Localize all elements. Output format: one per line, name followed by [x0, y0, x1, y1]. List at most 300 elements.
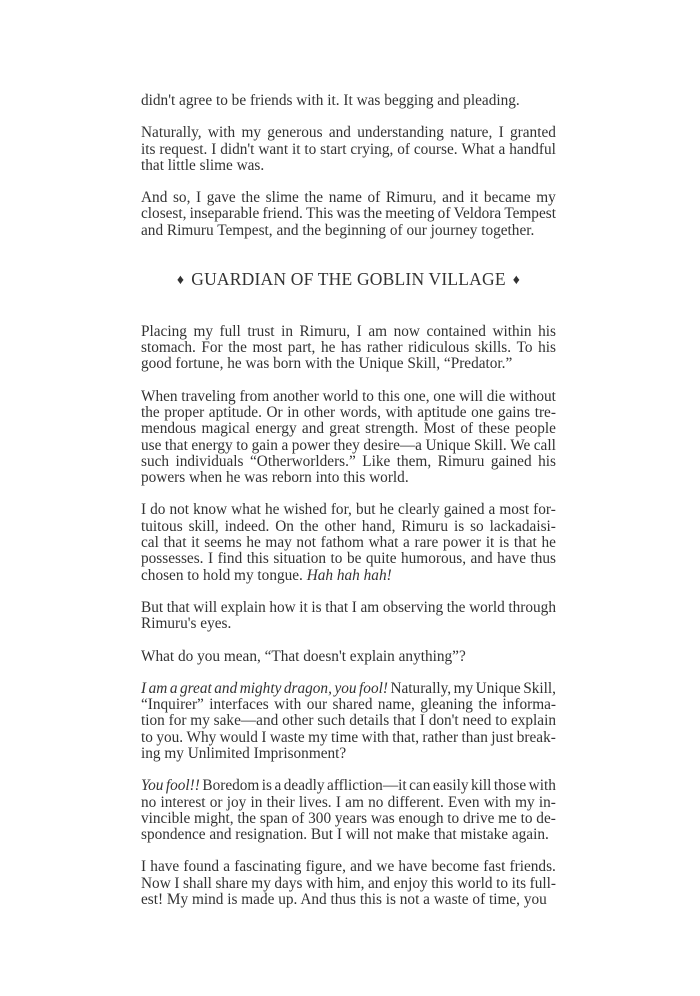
word: I — [351, 598, 357, 616]
word: with — [385, 403, 413, 421]
text-line — [141, 649, 556, 665]
word: Even — [448, 793, 480, 811]
text-line — [141, 600, 556, 616]
word: they — [333, 436, 360, 454]
word: Veldora — [453, 205, 502, 223]
text-line — [141, 454, 556, 470]
word: than — [461, 728, 488, 746]
word: without — [509, 387, 556, 405]
word: vincible — [141, 809, 191, 827]
text-line — [141, 158, 556, 174]
word: his — [538, 452, 556, 470]
word: is — [311, 598, 322, 616]
word: my — [251, 874, 271, 892]
word: my — [308, 728, 328, 746]
word: for — [168, 712, 187, 730]
word: energy — [255, 420, 297, 438]
word: of — [291, 809, 305, 827]
word: its — [141, 140, 156, 158]
text-block-after-heading — [141, 324, 556, 909]
word: granted — [510, 124, 556, 142]
word: tre- — [534, 403, 556, 421]
word: I — [207, 550, 214, 568]
word: found — [183, 858, 220, 876]
word: gained — [490, 452, 532, 470]
text-line — [141, 324, 556, 340]
word: or — [209, 793, 223, 811]
paragraph — [141, 324, 556, 373]
word: crying, — [350, 140, 394, 158]
word: to — [141, 728, 153, 746]
word: mighty — [239, 679, 282, 697]
text-line — [141, 340, 556, 356]
word: break- — [516, 728, 556, 746]
word: hand, — [361, 517, 396, 535]
word: am — [368, 322, 388, 340]
word: to — [496, 874, 509, 892]
word: use — [141, 436, 162, 454]
text-segment: est! My mind is made up. And thus this is not a waste of time, you — [141, 891, 547, 909]
word: with — [274, 696, 302, 714]
word: a — [281, 436, 289, 454]
word: world — [469, 598, 505, 616]
word: name, — [377, 696, 415, 714]
word: rather — [422, 728, 459, 746]
word: just — [491, 728, 514, 746]
word: I — [419, 712, 425, 730]
word: enjoy — [393, 874, 428, 892]
word: years — [334, 809, 368, 827]
word: words, — [339, 403, 381, 421]
word: in — [250, 793, 263, 811]
text-segment: spondence and resignation. But I will not make that mistake again. — [141, 826, 549, 844]
word: this — [377, 387, 400, 405]
word: a — [488, 501, 496, 519]
word: Naturally, — [390, 679, 452, 697]
word: and — [442, 189, 465, 207]
word: deadly — [283, 777, 325, 795]
word: Placing — [141, 322, 187, 340]
word: with — [306, 874, 334, 892]
word: closest, — [141, 205, 187, 223]
paragraph — [141, 93, 556, 109]
paragraph — [141, 389, 556, 487]
word: traveling — [181, 387, 236, 405]
word: from — [239, 387, 270, 405]
word: rare — [414, 534, 439, 552]
word: Boredom — [202, 777, 260, 795]
word: was — [370, 809, 395, 827]
word: the — [478, 696, 498, 714]
paragraph — [141, 681, 556, 762]
text-line — [141, 356, 556, 372]
word: request. — [159, 140, 208, 158]
word: of — [437, 205, 451, 223]
word: to — [520, 809, 533, 827]
word: one — [471, 403, 494, 421]
word: I — [196, 189, 202, 207]
text-segment: that little slime was. — [141, 156, 265, 174]
word: course. — [413, 140, 458, 158]
word: a — [498, 140, 506, 158]
word: what — [231, 501, 261, 519]
word: their — [266, 793, 295, 811]
word: that — [513, 534, 537, 552]
word: ridiculous — [408, 339, 470, 357]
word: world — [456, 874, 493, 892]
word: observing — [382, 598, 444, 616]
word: Rimuru, — [385, 189, 437, 207]
word: he — [379, 501, 394, 519]
word: other — [324, 517, 356, 535]
word: my — [241, 124, 261, 142]
word: tuitous — [141, 517, 183, 535]
word: may — [265, 534, 292, 552]
word: need — [462, 712, 492, 730]
text-line — [141, 470, 556, 486]
word: with — [528, 777, 556, 795]
word: generous — [267, 124, 323, 142]
word: quite — [365, 550, 397, 568]
word: I — [141, 679, 147, 697]
word: full — [219, 322, 241, 340]
text-line — [141, 827, 556, 843]
word: don't — [428, 712, 459, 730]
text-line — [141, 389, 556, 405]
word: with — [361, 728, 389, 746]
word: Skill, — [523, 679, 556, 697]
word: and — [470, 550, 493, 568]
word: in- — [538, 793, 556, 811]
word: was — [336, 205, 361, 223]
word: and — [350, 858, 373, 876]
word: I — [356, 322, 362, 340]
word: mendous — [141, 420, 197, 438]
word: want — [258, 140, 289, 158]
word: joy — [226, 793, 247, 811]
word: is — [261, 777, 272, 795]
word: “Inquirer” — [141, 696, 204, 714]
word: different. — [387, 793, 444, 811]
word: one — [433, 387, 456, 405]
word: that — [164, 436, 188, 454]
word: in — [287, 403, 300, 421]
word: it — [191, 534, 200, 552]
word: desire—a — [363, 436, 422, 454]
word: this — [431, 874, 454, 892]
word: fascinating — [234, 858, 302, 876]
word: him, — [336, 874, 365, 892]
word: am — [148, 679, 168, 697]
word: thus — [530, 550, 556, 568]
word: most — [252, 339, 283, 357]
word: magical — [201, 420, 250, 438]
word: strength. — [365, 420, 419, 438]
word: is — [453, 517, 465, 535]
word: Skill. — [474, 436, 507, 454]
word: fathom — [320, 534, 364, 552]
word: you — [334, 679, 357, 697]
word: we — [376, 858, 395, 876]
word: Naturally, — [141, 124, 202, 142]
word: I — [261, 728, 267, 746]
word: for, — [330, 501, 352, 519]
word: details — [349, 712, 390, 730]
word: such — [317, 712, 346, 730]
word: my — [190, 712, 210, 730]
word: kill — [471, 777, 492, 795]
word: For — [201, 339, 223, 357]
word: my — [193, 322, 213, 340]
word: my — [453, 679, 474, 697]
word: explain — [220, 598, 266, 616]
word: me — [498, 809, 517, 827]
word: my — [536, 189, 556, 207]
word: a — [403, 534, 410, 552]
word: how — [269, 598, 296, 616]
word: inseparable — [189, 205, 260, 223]
word: know — [193, 501, 228, 519]
word: share — [215, 874, 248, 892]
word: When — [141, 387, 178, 405]
text-line — [141, 568, 556, 584]
word: a — [274, 777, 282, 795]
word: enough — [398, 809, 444, 827]
word: that — [325, 598, 349, 616]
text-column — [141, 93, 556, 908]
word: become — [431, 858, 480, 876]
word: this — [246, 550, 269, 568]
paragraph — [141, 859, 556, 908]
word: that — [163, 534, 187, 552]
word: through — [508, 598, 556, 616]
text-line — [141, 502, 556, 518]
word: energy — [191, 436, 233, 454]
paragraph — [141, 600, 556, 633]
diamond-ornament-right: ♦ — [512, 273, 521, 289]
word: power — [291, 436, 330, 454]
diamond-ornament-left: ♦ — [176, 273, 185, 289]
word: other — [282, 712, 314, 730]
word: so, — [172, 189, 191, 207]
word: fool! — [359, 679, 388, 697]
word: didn't — [220, 140, 255, 158]
word: die — [486, 387, 506, 405]
text-line — [141, 93, 556, 109]
word: is — [498, 534, 510, 552]
word: wished — [283, 501, 327, 519]
word: lackadaisi- — [489, 517, 556, 535]
word: fool!! — [165, 777, 200, 795]
text-segment: powers when he was reborn into this world. — [141, 469, 409, 487]
text-segment: didn't agree to be friends with it. It was begging and pleading. — [141, 92, 520, 109]
word: fast — [483, 858, 506, 876]
word: contained — [426, 322, 486, 340]
word: 300 — [308, 809, 332, 827]
word: lives. — [298, 793, 332, 811]
text-line — [141, 125, 556, 141]
word: full- — [529, 874, 556, 892]
word: interest — [160, 793, 206, 811]
word: have — [398, 858, 428, 876]
word: have — [497, 550, 526, 568]
text-line — [141, 795, 556, 811]
word: But — [141, 598, 164, 616]
word: in — [281, 322, 293, 340]
word: to — [304, 140, 317, 158]
word: Like — [362, 452, 391, 470]
word: he — [320, 339, 336, 357]
word: no — [368, 793, 384, 811]
word: that, — [392, 728, 420, 746]
text-line — [141, 697, 556, 713]
text-line — [141, 730, 556, 746]
word: interfaces — [209, 696, 269, 714]
word: can — [409, 777, 431, 795]
word: shared — [332, 696, 373, 714]
word: I — [141, 501, 147, 519]
word: my — [515, 793, 535, 811]
word: understanding — [357, 124, 444, 142]
word: explain — [510, 712, 556, 730]
word: people — [515, 420, 556, 438]
word: start — [320, 140, 347, 158]
word: gain — [251, 436, 278, 454]
word: friend. — [262, 205, 303, 223]
word: cal — [141, 534, 159, 552]
word: have — [150, 858, 180, 876]
word: these — [478, 420, 510, 438]
text-line — [141, 778, 556, 794]
word: seems — [204, 534, 242, 552]
word: Why — [186, 728, 217, 746]
word: now — [393, 322, 420, 340]
word: Unique — [425, 436, 471, 454]
word: it — [291, 140, 301, 158]
section-heading — [141, 269, 556, 292]
word: possesses. — [141, 550, 204, 568]
word: Rimuru — [401, 517, 449, 535]
word: “Otherworlders.” — [249, 452, 356, 470]
text-line — [141, 681, 556, 697]
word: Unique — [475, 679, 521, 697]
word: not — [296, 534, 316, 552]
word: I — [174, 874, 180, 892]
word: stomach. — [141, 339, 196, 357]
word: it — [299, 598, 308, 616]
word: gave — [206, 189, 236, 207]
word: I — [211, 140, 217, 158]
word: aptitude — [417, 403, 467, 421]
word: meeting — [385, 205, 435, 223]
word: to — [447, 809, 460, 827]
word: clearly — [398, 501, 440, 519]
word: might, — [194, 809, 234, 827]
word: you. — [156, 728, 184, 746]
word: trust — [247, 322, 275, 340]
text-segment: good fortune, he was born with the Unique Skill, “Predator.” — [141, 355, 513, 373]
text-line — [141, 713, 556, 729]
word: he — [264, 501, 280, 519]
text-line — [141, 892, 556, 908]
word: gained — [443, 501, 485, 519]
word: its — [511, 874, 527, 892]
word: the — [363, 205, 383, 223]
word: will — [193, 598, 218, 616]
word: world — [322, 387, 359, 405]
word: but — [355, 501, 376, 519]
word: am — [345, 793, 364, 811]
word: call — [533, 436, 556, 454]
text-block-before-heading — [141, 93, 556, 239]
word: that — [392, 712, 416, 730]
word: and — [214, 679, 238, 697]
word: for- — [533, 501, 556, 519]
word: the — [241, 189, 260, 207]
word: his — [538, 322, 556, 340]
word: not — [169, 501, 190, 519]
word: informa- — [502, 696, 556, 714]
text-segment: chosen to hold my tongue. — [141, 566, 307, 584]
word: be — [346, 550, 362, 568]
word: I — [498, 124, 504, 142]
word: span — [259, 809, 288, 827]
text-line — [141, 859, 556, 875]
word: am — [360, 598, 380, 616]
word: I — [335, 793, 341, 811]
word: gains — [497, 403, 531, 421]
word: gleaning — [420, 696, 473, 714]
word: indeed. — [224, 517, 270, 535]
word: You — [141, 777, 164, 795]
word: do — [150, 501, 166, 519]
text-line — [141, 616, 556, 632]
word: it — [485, 534, 495, 552]
word: to — [330, 550, 343, 568]
word: Tempest — [504, 205, 556, 223]
text-segment: ing my Unlimited Imprisonment? — [141, 745, 347, 762]
word: became — [483, 189, 531, 207]
word: friends. — [509, 858, 556, 876]
word: tion — [141, 712, 165, 730]
paragraph — [141, 502, 556, 583]
text-segment: and Rimuru Tempest, and the beginning of our journey together. — [141, 221, 535, 239]
word: waste — [269, 728, 305, 746]
section-heading-text: GUARDIAN OF THE GOBLIN VILLAGE — [191, 269, 506, 290]
word: To — [516, 339, 533, 357]
text-line — [141, 876, 556, 892]
word: that — [166, 598, 190, 616]
word: most — [499, 501, 530, 519]
word: find — [217, 550, 243, 568]
word: so — [470, 517, 484, 535]
word: with — [207, 124, 236, 142]
word: the — [237, 809, 257, 827]
word: We — [510, 436, 531, 454]
text-line — [141, 535, 556, 551]
word: This — [306, 205, 334, 223]
word: and — [367, 874, 391, 892]
word: name — [328, 189, 362, 207]
word: with — [483, 793, 511, 811]
word: Most — [423, 420, 456, 438]
text-line — [141, 746, 556, 762]
text-line — [141, 405, 556, 421]
word: of — [460, 420, 474, 438]
word: no — [141, 793, 157, 811]
word: our — [306, 696, 328, 714]
word: figure, — [305, 858, 346, 876]
